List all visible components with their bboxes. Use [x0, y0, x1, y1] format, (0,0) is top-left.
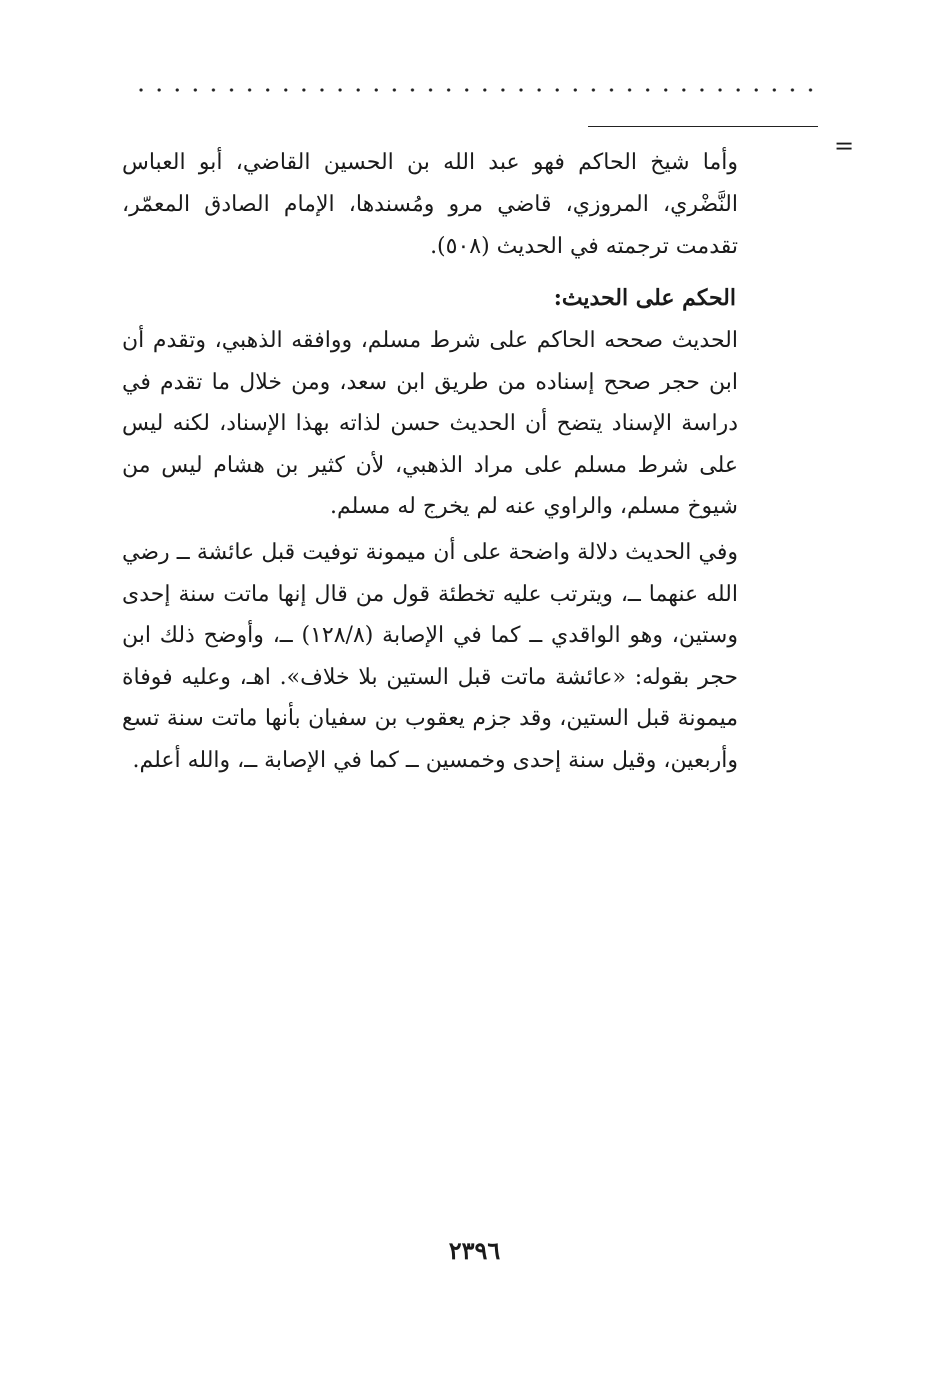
page-number: ٢٣٩٦ — [448, 1236, 501, 1265]
paragraph-text: وفي الحديث دلالة واضحة على أن ميمونة توفيت قبل عائشة ــ رضي الله عنهما ــ، ويترتب عليه تخطئة قول من قال إنها ماتت سنة إحدى وستين، وهو الواقدي ــ كما في الإصابة (١٢٨/٨) ــ، وأوضح ذلك ابن حجر بقوله: «عائشة ماتت قبل الستين بلا خلاف». اهـ، وعليه فوفاة ميمونة قبل الستين، وقد جزم يعقوب بن سفيان بأنها ماتت سنة تسع وأربعين، وقيل سنة إحدى وخمسين ــ كما في الإصابة ــ، والله أعلم. — [122, 540, 738, 773]
paragraph-shaykh-al-hakim — [122, 142, 738, 268]
dotted-separator — [132, 86, 820, 94]
paragraph-text: الحديث صححه الحاكم على شرط مسلم، ووافقه الذهبي، وتقدم أن ابن حجر صحح إسناده من طريق ابن سعد، ومن خلال ما تقدم في دراسة الإسناد يتضح أن الحديث حسن لذاته بهذا الإسناد، لكنه ليس على شرط مسلم على مراد الذهبي، لأن كثير بن هشام ليس من شيوخ مسلم، والراوي عنه لم يخرج له مسلم. — [122, 328, 738, 519]
paragraph-maymuna-death — [122, 532, 738, 781]
section-heading: الحكم على الحديث: — [553, 285, 736, 311]
footnote-rule — [588, 126, 818, 127]
continuation-mark: = — [834, 132, 855, 160]
paragraph-hadith-ruling — [122, 320, 738, 528]
paragraph-text: وأما شيخ الحاكم فهو عبد الله بن الحسين القاضي، أبو العباس النَّضْري، المروزي، قاضي مرو ومُسندها، الإمام الصادق المعمّر، تقدمت ترجمته في الحديث (٥٠٨). — [122, 150, 738, 259]
